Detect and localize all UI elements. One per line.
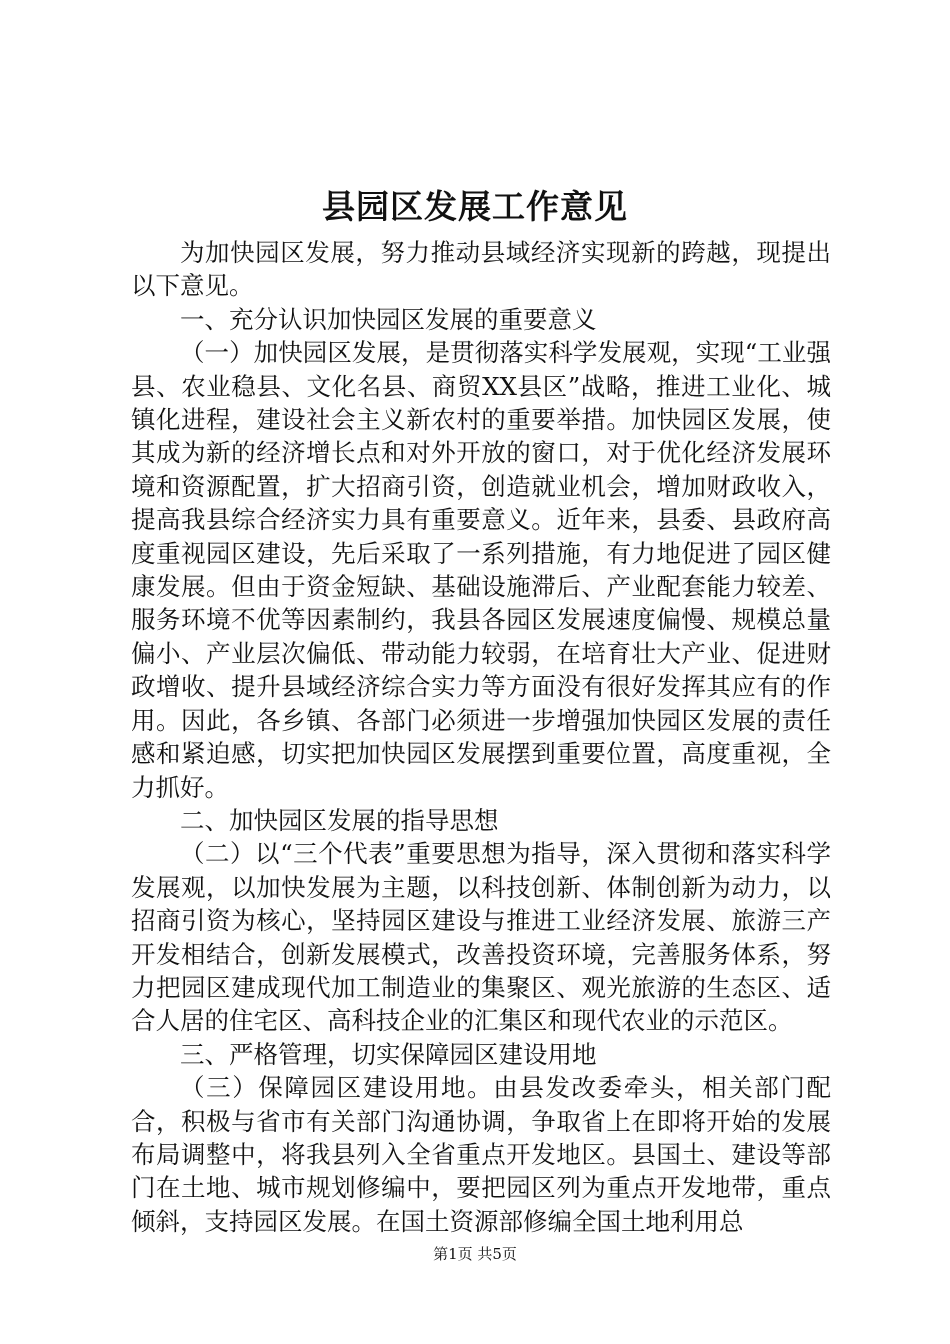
document-title: 县园区发展工作意见 [322,187,628,226]
section-heading-1: 一、充分认识加快园区发展的重要意义 [180,304,597,334]
section-heading-2: 二、加快园区发展的指导思想 [180,805,499,835]
document-body [131,236,831,1238]
paragraph-2: （二）以“三个代表”重要思想为指导，深入贯彻和落实科学发展观，以加快发展为主题，以科技创新、体制创新为动力，以招商引资为核心，坚持园区建设与推进工业经济发展、旅游三产开发相结合，创新发展模式，改善投资环境，完善服务体系，努力把园区建成现代加工制造业的集聚区、观光旅游的生态区、适合人居的住宅区、高科技企业的汇集区和现代农业的示范区。 [131,839,831,1036]
section-heading-3: 三、严格管理，切实保障园区建设用地 [180,1039,597,1069]
page-footer: 第1页 共5页 [433,1245,517,1263]
paragraph-1: （一）加快园区发展，是贯彻落实科学发展观，实现“工业强县、农业稳县、文化名县、商贸XX县区”战略，推进工业化、城镇化进程，建设社会主义新农村的重要举措。加快园区发展，使其成为新的经济增长点和对外开放的窗口，对于优化经济发展环境和资源配置，扩大招商引资，创造就业机会，增加财政收入，提高我县综合经济实力具有重要意义。近年来，县委、县政府高度重视园区建设，先后采取了一系列措施，有力地促进了园区健康发展。但由于资金短缺、基础设施滞后、产业配套能力较差、服务环境不优等因素制约，我县各园区发展速度偏慢、规模总量偏小、产业层次偏低、带动能力较弱，在培育壮大产业、促进财政增收、提升县域经济综合实力等方面没有很好发挥其应有的作用。因此，各乡镇、各部门必须进一步增强加快园区发展的责任感和紧迫感，切实把加快园区发展摆到重要位置，高度重视，全力抓好。 [131,338,831,802]
paragraph-intro: 为加快园区发展，努力推动县域经济实现新的跨越，现提出以下意见。 [131,238,831,301]
paragraph-3: （三）保障园区建设用地。由县发改委牵头，相关部门配合，积极与省市有关部门沟通协调，争取省上在即将开始的发展布局调整中，将我县列入全省重点开发地区。县国土、建设等部门在土地、城市规划修编中，要把园区列为重点开发地带，重点倾斜，支持园区发展。在国土资源部修编全国土地利用总 [131,1073,831,1236]
